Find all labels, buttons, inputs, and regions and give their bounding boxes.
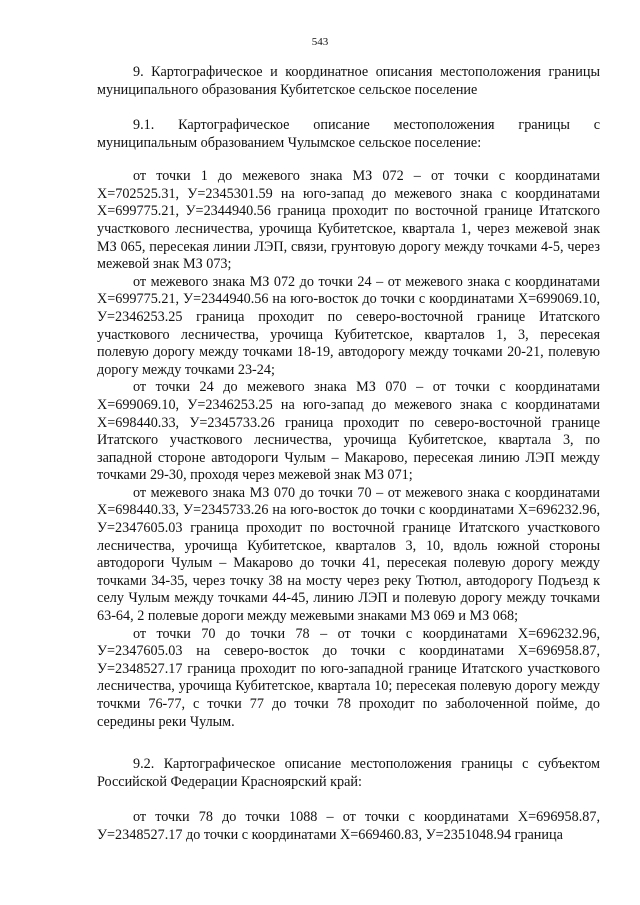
section-9 [97,64,600,99]
paragraph-segment-3: от точки 24 до межевого знака МЗ 070 – от точки с координатами X=699069.10, У=2346253.25 на юго-запад до межевого знака с координатами X=698440.33, У=2345733.26 граница проходит по северо-восточной границе Итатского участкового лесничества, урочища Кубитетское, квартала 3, по западной стороне автодороги Чулым – Макарово, пересекая линию ЛЭП между точками 29-30, проходя через межевой знак МЗ 071; [97,379,600,484]
paragraph-segment-2: от межевого знака МЗ 072 до точки 24 – от межевого знака с координатами X=699775.21, У=2344940.56 на юго-восток до точки с координатами X=699069.10, У=2346253.25 граница проходит по северо-восточной границе Итатского участкового лесничества, урочища Кубитетское, кварталов 1, 3, пересекая полевую дорогу между точками 18-19, автодорогу между точками 20-21, полевую дорогу между точками 23-24; [97,273,600,378]
subsection-heading-9-2: 9.2. Картографическое описание местоположения границы с субъектом Российской Федерации Красноярский край: [97,756,600,790]
paragraph-segment-6: от точки 78 до точки 1088 – от точки с координатами X=696958.87, У=2348527.17 до точки с координатами X=669460.83, У=2351048.94 граница [97,809,600,843]
section-title: 9. Картографическое и координатное описания местоположения границы муниципального образования Кубитетское сельское поселение [97,64,600,98]
paragraph-segment-1: от точки 1 до межевого знака МЗ 072 – от точки с координатами X=702525.31, У=2345301.59 на юго-запад до межевого знака с координатами X=699775.21, У=2344940.56 граница проходит по восточной границе Итатского участкового лесничества, урочища Кубитетское, квартала 1, через межевой знак МЗ 065, пересекая линии ЛЭП, связи, грунтовую дорогу между точками 4-5, через межевой знак МЗ 073; [97,168,600,273]
paragraph-segment-4: от межевого знака МЗ 070 до точки 70 – от межевого знака с координатами X=698440.33, У=2345733.26 на юго-восток до точки с координатами X=696232.96, У=2347605.03 граница проходит по восточной границе Итатского участкового лесничества, урочища Кубитетское, кварталов 3, 10, вдоль южной стороны автодороги Чулым – Макарово до точки 41, пересекая полевую дорогу между точками 34-35, через точку 38 на мосту через реку Тютюл, автодорогу Подъезд к селу Чулым между точками 44-45, линию ЛЭП и полевую дорогу между точками 63-64, 2 полевые дороги между межевыми знаками МЗ 069 и МЗ 068; [97,484,600,625]
paragraph-segment-5: от точки 70 до точки 78 – от точки с координатами X=696232.96, У=2347605.03 на северо-восток до точки с координатами X=696958.87, У=2348527.17 граница проходит по юго-западной границе Итатского участкового лесничества, урочища Кубитетское, квартала 10; пересекая полевую дорогу между точкми 76-77, с точки 77 до точки 78 проходит по заболоченной пойме, до середины реки Чулым. [97,625,600,730]
section-9-1 [97,117,600,731]
subsection-heading-9-1: 9.1. Картографическое описание местоположения границы с муниципальным образованием Чулымское сельское поселение: [97,117,600,151]
section-9-2 [97,756,600,844]
page-number: 543 [311,36,329,48]
